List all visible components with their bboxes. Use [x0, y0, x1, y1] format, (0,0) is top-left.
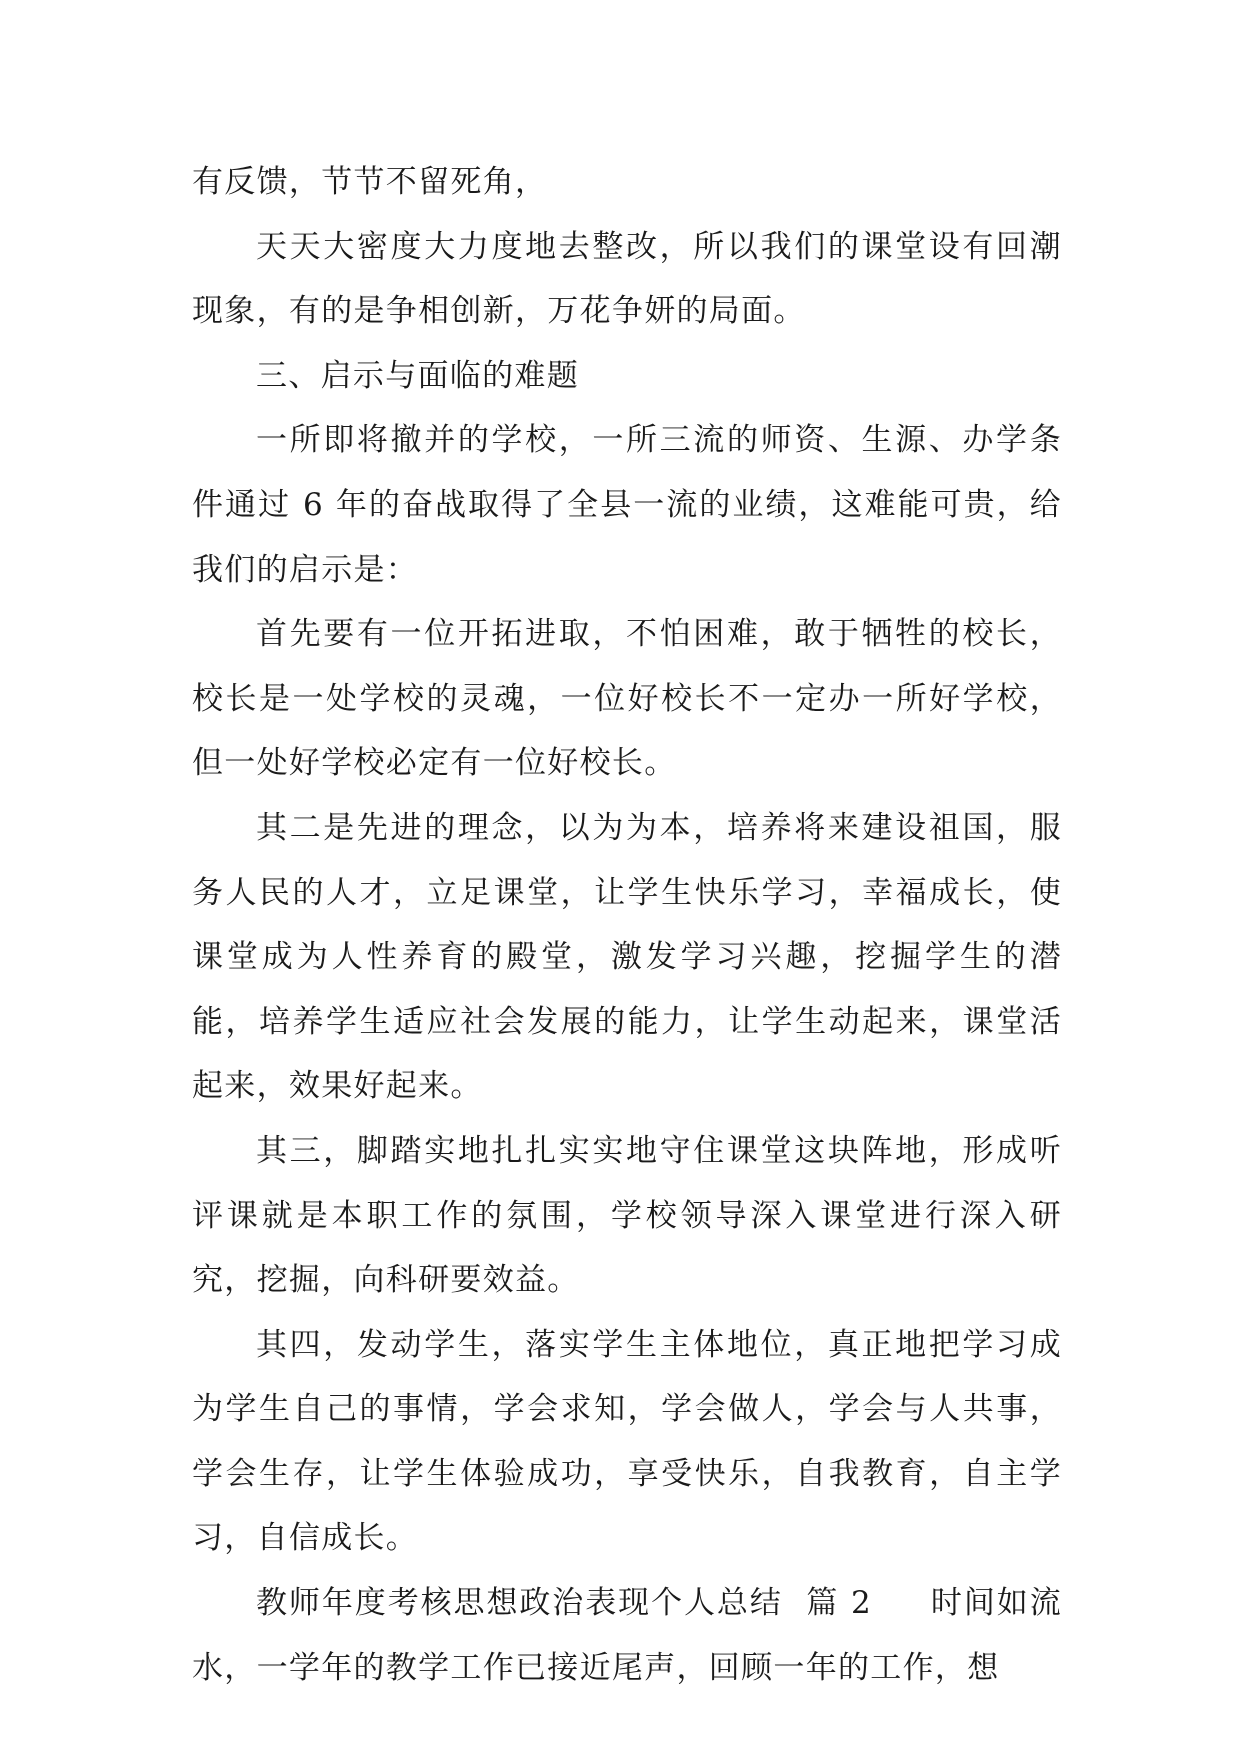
section-heading: 三、启示与面临的难题	[256, 357, 579, 394]
paragraph-8: 其四，发动学生，落实学生主体地位，真正地把学习成为学生自己的事情，学会求知，学会做人，学会与人共事，学会生存，让学生体验成功，享受快乐，自我教育，自主学习，自信成长。	[192, 1326, 1062, 1557]
paragraph-5: 首先要有一位开拓进取，不怕困难，敢于牺牲的校长，校长是一处学校的灵魂，一位好校长不一定办一所好学校，但一处好学校必定有一位好校长。	[192, 616, 1062, 782]
paragraph-6: 其二是先进的理念，以为为本，培养将来建设祖国，服务人民的人才，立足课堂，让学生快乐学习，幸福成长，使课堂成为人性养育的殿堂，激发学习兴趣，挖掘学生的潜能，培养学生适应社会发展的能力，让学生动起来，课堂活起来，效果好起来。	[192, 809, 1062, 1105]
paragraph-9: 教师年度考核思想政治表现个人总结 篇 2 时间如流水，一学年的教学工作已接近尾声，回顾一年的工作，想	[192, 1585, 1062, 1686]
document-body	[192, 150, 1062, 1700]
paragraph-4: 一所即将撤并的学校，一所三流的师资、生源、办学条件通过 6 年的奋战取得了全县一流的业绩，这难能可贵，给我们的启示是：	[192, 422, 1062, 588]
paragraph-2: 天天大密度大力度地去整改，所以我们的课堂设有回潮现象，有的是争相创新，万花争妍的局面。	[192, 228, 1062, 330]
paragraph-7: 其三，脚踏实地扎扎实实地守住课堂这块阵地，形成听评课就是本职工作的氛围，学校领导深入课堂进行深入研究，挖掘，向科研要效益。	[192, 1132, 1062, 1299]
paragraph-1: 有反馈，节节不留死角，	[192, 164, 548, 200]
